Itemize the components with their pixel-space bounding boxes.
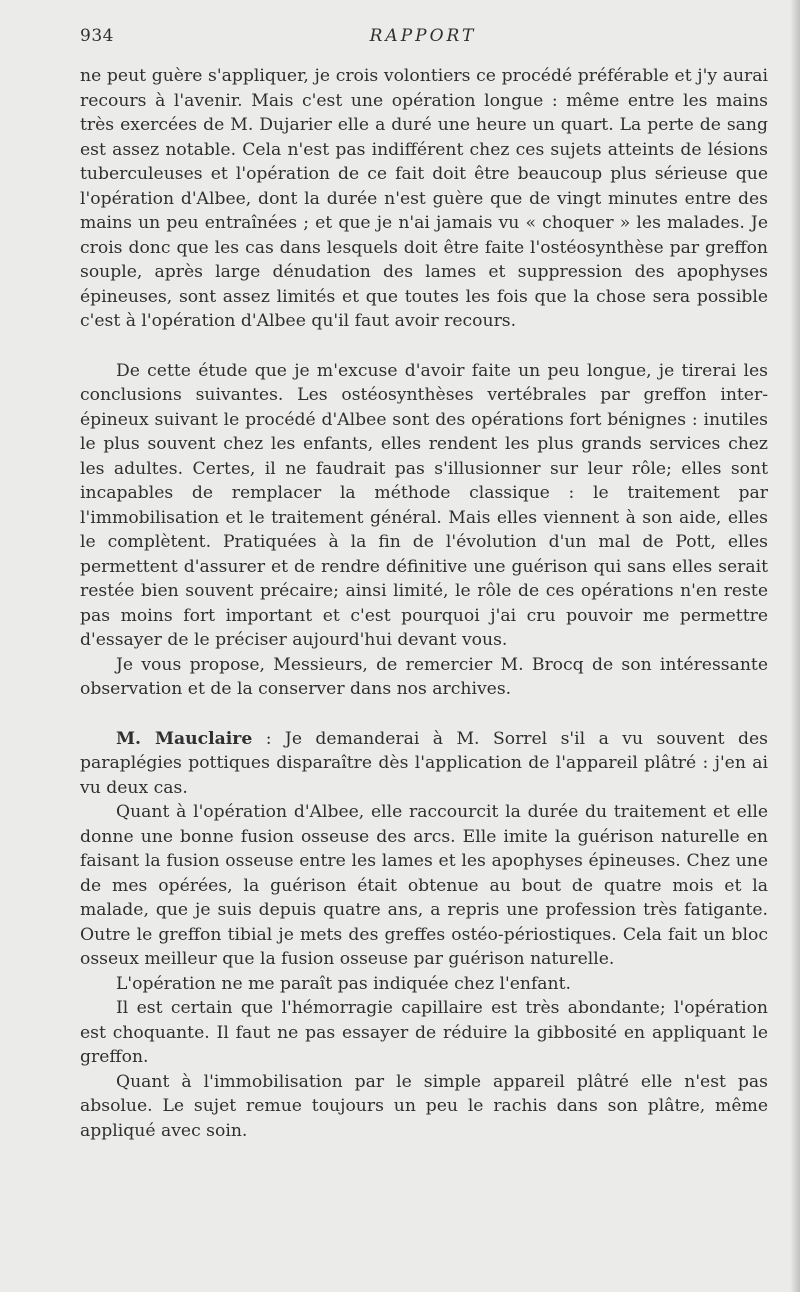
paragraph: ne peut guère s'appliquer, je crois volontiers ce procédé préférable et j'y aurai recours à l'avenir. Mais c'est une opération longue : même entre les mains très exercées de M. Dujarier elle a duré une heure un quart. La perte de sang est assez notable. Cela n'est pas indifférent chez ces sujets atteints de lésions tuberculeuses et l'opération de ce fait doit être beaucoup plus sérieuse que l'opération d'Albee, dont la durée n'est guère que de vingt minutes entre des mains un peu entraînées ; et que je n'ai jamais vu « choquer » les malades. Je crois donc que les cas dans lesquels doit être faite l'ostéosynthèse par greffon souple, après large dénudation des lames et suppression des apophyses épineuses, sont assez limités et que toutes les fois que la chose sera possible c'est à l'opération d'Albee qu'il faut avoir recours. [80,66,768,331]
page-header [80,26,766,50]
paragraph: Quant à l'opération d'Albee, elle raccourcit la durée du traitement et elle donne une bonne fusion osseuse des arcs. Elle imite la guérison naturelle en faisant la fusion osseuse entre les lames et les apophyses épineuses. Chez une de mes opérées, la guérison était obtenue au bout de quatre mois et la malade, que je suis depuis quatre ans, a repris une profession très fatigante. Outre le greffon tibial je mets des greffes ostéo-périostiques. Cela fait un bloc osseux meilleur que la fusion osseuse par guérison naturelle. [80,802,768,969]
intervention-text: : Je demanderai à M. Sorrel s'il a vu souvent des paraplégies pottiques disparaître dès l'application de l'appareil plâtré : j'en ai vu deux cas. [80,728,768,798]
running-head: RAPPORT [369,26,477,46]
paragraph: Je vous propose, Messieurs, de remercier M. Brocq de son intéressante observation et de la conserver dans nos archives. [80,654,768,699]
paragraph: Il est certain que l'hémorragie capillaire est très abondante; l'opération est choquante. Il faut ne pas essayer de réduire la gibbosité en appliquant le greffon. [80,998,768,1067]
speaker-name: M. Mauclaire [116,728,253,749]
body-text [80,64,768,1143]
paragraph: L'opération ne me paraît pas indiquée chez l'enfant. [116,973,571,994]
paragraph: De cette étude que je m'excuse d'avoir faite un peu longue, je tirerai les conclusions suivantes. Les ostéosynthèses vertébrales par greffon inter-épineux suivant le procédé d'Albee sont des opérations fort bénignes : inutiles le plus souvent chez les enfants, elles rendent les plus grands services chez les adultes. Certes, il ne faudrait pas s'illusionner sur leur rôle; elles sont incapables de remplacer la méthode classique : le traitement par l'immobilisation et le traitement général. Mais elles viennent à son aide, elles le complètent. Pratiquées à la fin de l'évolution d'un mal de Pott, elles permettent d'assurer et de rendre définitive une guérison qui sans elles serait restée bien souvent précaire; ainsi limité, le rôle de ces opérations n'en reste pas moins fort important et c'est pourquoi j'ai cru pouvoir me permettre d'essayer de le préciser aujourd'hui devant vous. [80,360,768,650]
page-edge-shadow [790,0,800,1292]
paragraph: Quant à l'immobilisation par le simple appareil plâtré elle n'est pas absolue. Le sujet remue toujours un peu le rachis dans son plâtre, même appliqué avec soin. [80,1071,768,1141]
page-number: 934 [80,26,114,46]
intervention-paragraph [80,727,768,801]
